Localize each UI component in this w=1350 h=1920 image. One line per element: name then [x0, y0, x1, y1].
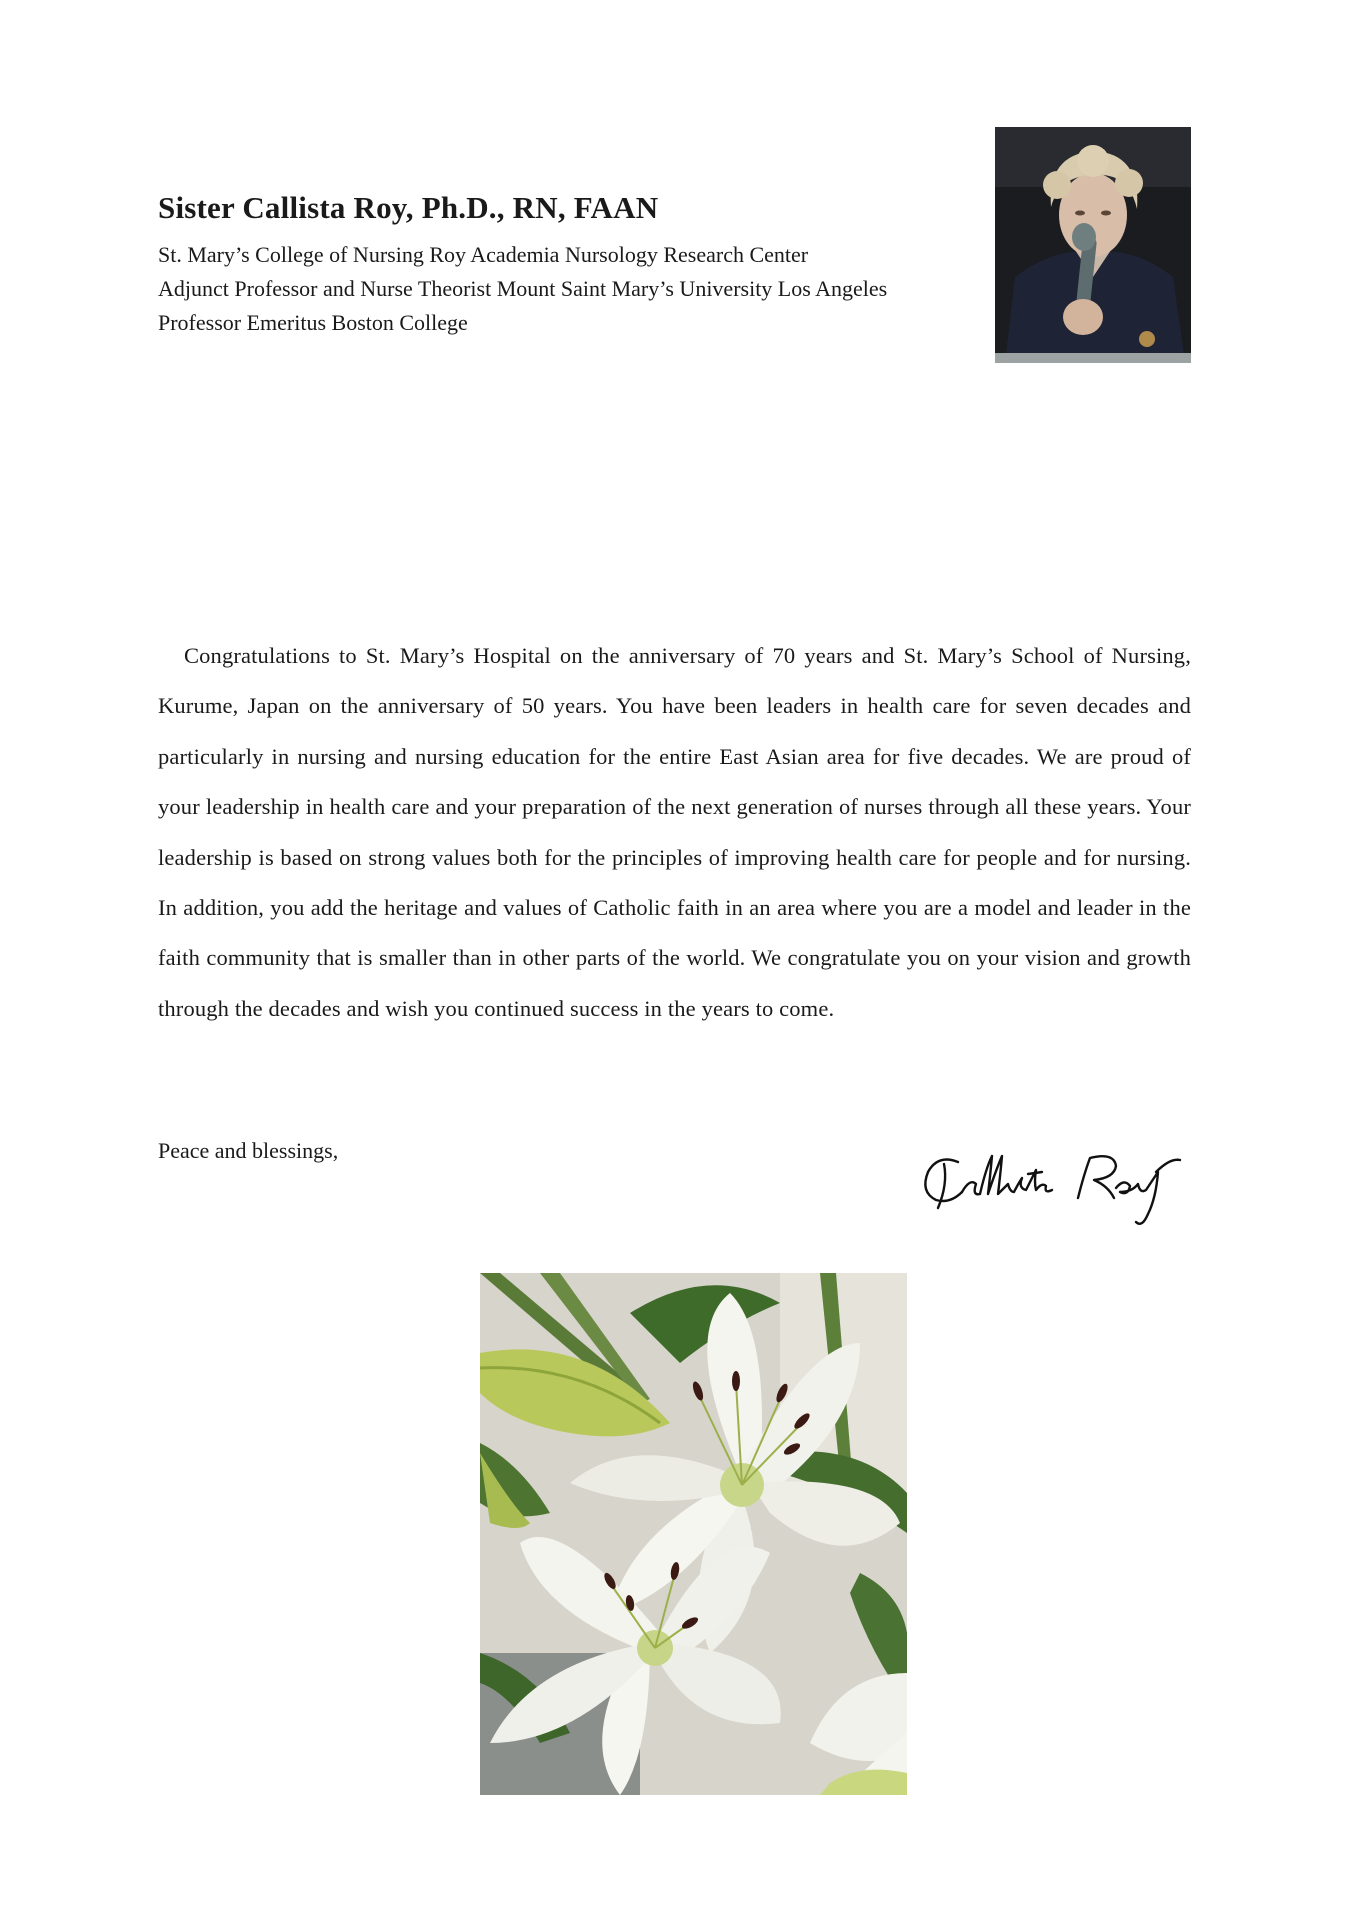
author-portrait-photo	[995, 127, 1191, 363]
letter-body: Congratulations to St. Mary’s Hospital on the anniversary of 70 years and St. Mary’s School of Nursing, Kurume, Japan on the anniversary of 50 years. You have been leaders in health care for seven decades and particularly in nursing and nursing education for the entire East Asian area for five decades. We are proud of your leadership in health care and your preparation of the next generation of nurses through all these years. Your leadership is based on strong values both for the principles of improving health care for people and for nursing. In addition, you add the heritage and values of Catholic faith in an area where you are a model and leader in the faith community that is smaller than in other parts of the world. We congratulate you on your vision and growth through the decades and wish you continued success in the years to come.	[158, 643, 1191, 1021]
affiliation-line: Adjunct Professor and Nurse Theorist Mount Saint Mary’s University Los Angeles	[158, 276, 888, 301]
lily-photo	[480, 1273, 907, 1795]
portrait-illustration	[995, 127, 1191, 363]
closing-salutation: Peace and blessings,	[158, 1138, 339, 1163]
author-header	[158, 190, 988, 340]
affiliation-line: Professor Emeritus Boston College	[158, 310, 468, 335]
lily-illustration	[480, 1273, 907, 1795]
handwritten-signature	[918, 1148, 1188, 1240]
signature-drawing	[918, 1148, 1188, 1240]
author-name: Sister Callista Roy, Ph.D., RN, FAAN	[158, 190, 659, 225]
affiliation-line: St. Mary’s College of Nursing Roy Academia Nursology Research Center	[158, 242, 809, 267]
